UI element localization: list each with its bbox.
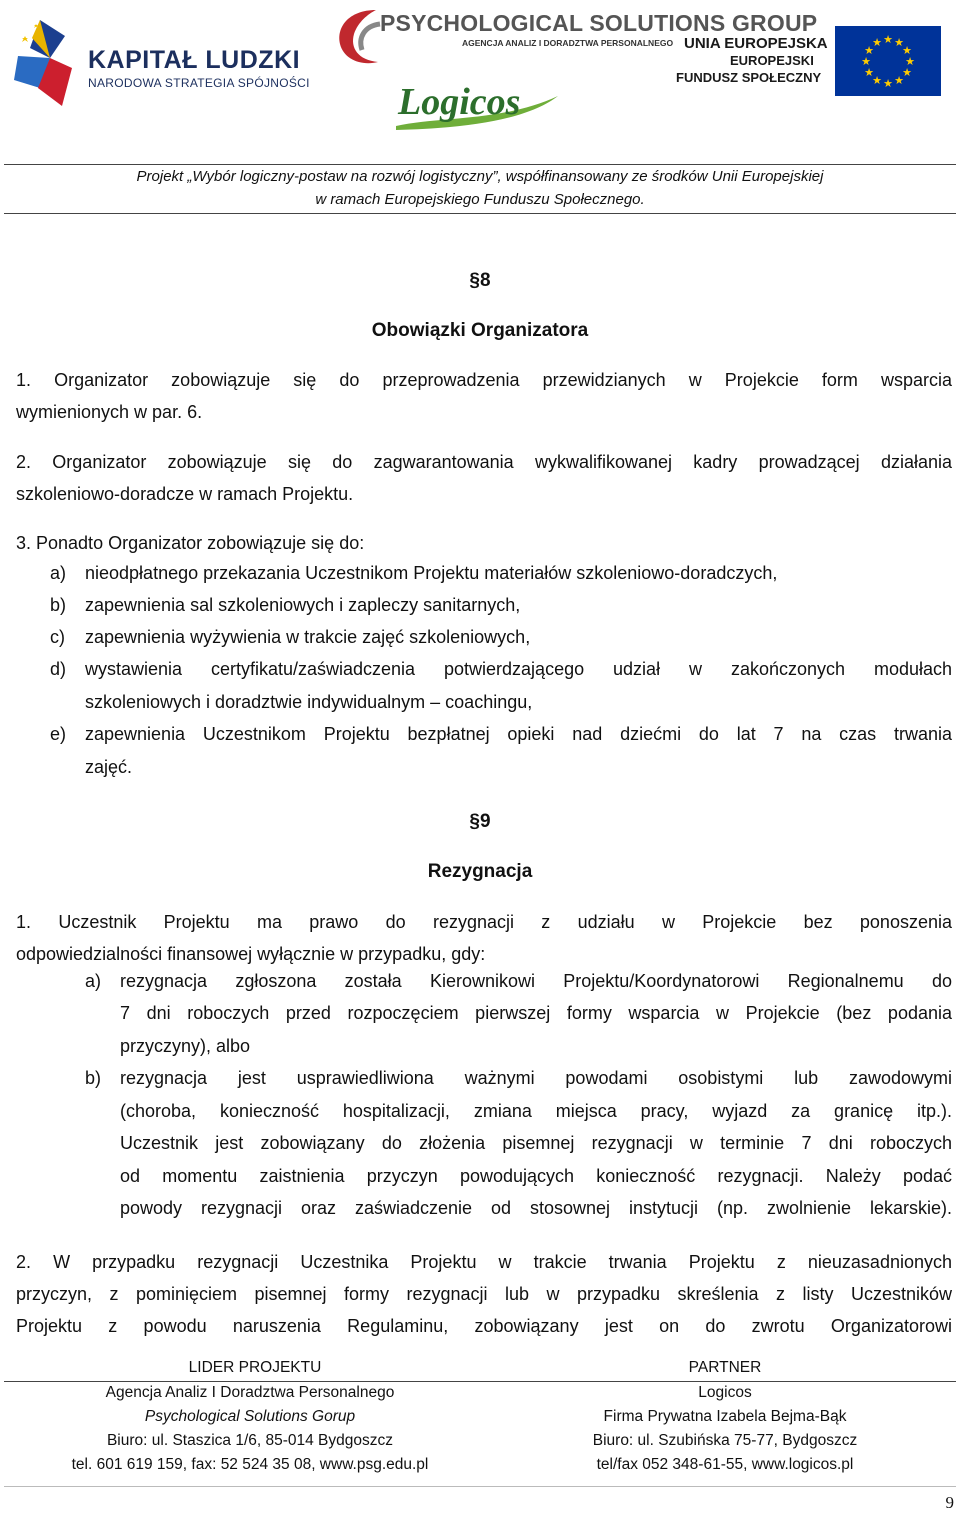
svg-text:★: ★: [902, 44, 912, 57]
s8-item-a-letter: a): [50, 563, 67, 583]
footer-partner-heading: PARTNER: [688, 1359, 762, 1376]
s9-item-a-letter: a): [85, 971, 102, 991]
footer-leader-heading: LIDER PROJEKTU: [188, 1359, 322, 1376]
footer-partner-line3: Biuro: ul. Szubińska 75-77, Bydgoszcz: [592, 1432, 858, 1449]
s8-p2-line1: 2. Organizator zobowiązuje się do zagwarantowania wykwalifikowanej kadry prowadzącej działania: [16, 452, 952, 472]
svg-text:★: ★: [864, 44, 874, 57]
s9-item-b-line4: od momentu zaistnienia przyczyn powodujących konieczność rezygnacji. Należy podać: [120, 1166, 952, 1186]
page-number: 9: [945, 1493, 954, 1512]
s8-item-b-letter: b): [50, 595, 67, 615]
s8-item-c-letter: c): [50, 627, 65, 647]
eu-label-line1: UNIA EUROPEJSKA: [684, 35, 828, 52]
svg-text:★: ★: [861, 55, 871, 68]
footer-leader-line2: Psychological Solutions Gorup: [144, 1408, 356, 1425]
psg-title: PSYCHOLOGICAL SOLUTIONS GROUP: [380, 10, 818, 36]
eu-label-line2: EUROPEJSKI: [730, 53, 814, 68]
s9-item-a-line1: rezygnacja zgłoszona została Kierownikowi Projektu/Koordynatorowi Regionalnemu do: [120, 971, 952, 991]
svg-text:★: ★: [902, 66, 912, 79]
footer-partner-line2: Firma Prywatna Izabela Bejma-Bąk: [603, 1408, 847, 1425]
s8-item-d-line2: szkoleniowych i doradztwie indywidualnym – coachingu,: [85, 692, 533, 712]
footer-partner-line1: Logicos: [698, 1384, 752, 1401]
s9-item-a-line3: przyczyny), albo: [120, 1036, 251, 1056]
s9-p2-line1: 2. W przypadku rezygnacji Uczestnika Projektu w trakcie trwania Projektu z nieuzasadnionych: [16, 1252, 952, 1272]
svg-text:★: ★: [872, 36, 882, 49]
footer-leader-line3: Biuro: ul. Staszica 1/6, 85-014 Bydgoszcz: [106, 1432, 394, 1449]
svg-text:★: ★: [905, 55, 915, 68]
kapital-ludzki-title: KAPITAŁ LUDZKI: [88, 46, 301, 74]
s8-item-c-text: zapewnienia wyżywienia w trakcie zajęć szkoleniowych,: [85, 627, 531, 647]
svg-text:★: ★: [864, 66, 874, 79]
s9-p1-line1: 1. Uczestnik Projektu ma prawo do rezygnacji z udziału w Projekcie bez ponoszenia: [16, 912, 952, 932]
footer-partner-line4: tel/fax 052 348-61-55, www.logicos.pl: [596, 1456, 854, 1473]
svg-text:★: ★: [883, 77, 893, 90]
s9-item-a-line2: 7 dni roboczych przed rozpoczęciem pierwszej formy wsparcia w Projekcie (bez podania: [120, 1003, 952, 1023]
s9-item-b-line3: Uczestnik jest zobowiązany do złożenia pisemnej rezygnacji w terminie 7 dni roboczych: [120, 1133, 952, 1153]
svg-text:★: ★: [872, 74, 882, 87]
s8-item-e-letter: e): [50, 724, 67, 744]
s8-p1-line2: wymienionych w par. 6.: [16, 402, 203, 422]
s8-item-e-line2: zajęć.: [85, 757, 133, 777]
s9-p2-line2: przyczyn, z pominięciem pisemnej formy rezygnacji lub w przypadku skreślenia z listy Uczestników: [16, 1284, 952, 1304]
page-bottom-rule: [4, 1486, 956, 1487]
header-rule-bottom: [4, 213, 956, 214]
eu-label-line3: FUNDUSZ SPOŁECZNY: [676, 70, 822, 85]
section-9-number: §9: [469, 811, 491, 832]
eu-flag-icon: [835, 26, 941, 96]
s9-item-b-line1: rezygnacja jest usprawiedliwiona ważnymi powodami osobistymi lub zawodowymi: [120, 1068, 952, 1088]
kapital-ludzki-emblem-icon: [10, 18, 80, 110]
svg-text:★: ★: [894, 74, 904, 87]
svg-text:★: ★: [894, 36, 904, 49]
project-line-2: w ramach Europejskiego Funduszu Społecznego.: [315, 191, 645, 208]
footer-rule: [4, 1381, 956, 1382]
psg-swoosh-icon: [328, 4, 388, 74]
s8-item-e-line1: zapewnienia Uczestnikom Projektu bezpłatnej opieki nad dziećmi do lat 7 na czas trwania: [85, 724, 952, 744]
s8-item-d-line1: wystawienia certyfikatu/zaświadczenia potwierdzającego udział w zakończonych modułach: [85, 659, 952, 679]
s9-p2-line3: Projektu z powodu naruszenia Regulaminu, zobowiązany jest on do zwrotu Organizatorowi: [16, 1316, 952, 1336]
s8-item-d-letter: d): [50, 659, 67, 679]
s9-item-b-letter: b): [85, 1068, 102, 1088]
footer-leader-line4: tel. 601 619 159, fax: 52 524 35 08, www.psg.edu.pl: [71, 1456, 429, 1473]
s8-p1-line1: 1. Organizator zobowiązuje się do przeprowadzenia przewidzianych w Projekcie form wsparcia: [16, 370, 952, 390]
project-line-1: Projekt „Wybór logiczny-postaw na rozwój logistyczny”, współfinansowany ze środków Unii Europejskiej: [136, 168, 824, 185]
footer-leader-line1: Agencja Analiz I Doradztwa Personalnego: [105, 1384, 395, 1401]
psg-subtitle: AGENCJA ANALIZ I DORADZTWA PERSONALNEGO: [462, 38, 674, 48]
s9-item-b-line5: powody rezygnacji oraz zaświadczenie od stosownej instytucji (np. zwolnienie lekarskie).: [120, 1198, 952, 1218]
section-9-title: Rezygnacja: [427, 861, 533, 882]
kapital-ludzki-logo: [10, 18, 310, 118]
s8-item-b-text: zapewnienia sal szkoleniowych i zapleczy sanitarnych,: [85, 595, 521, 615]
kapital-ludzki-subtitle: NARODOWA STRATEGIA SPÓJNOŚCI: [88, 76, 310, 90]
section-8-title: Obowiązki Organizatora: [371, 320, 589, 341]
s9-item-b-line2: (choroba, konieczność hospitalizacji, zmiana miejsca pracy, wyjazd za granicę itp.).: [120, 1101, 952, 1121]
svg-text:★: ★: [883, 33, 893, 46]
s9-p1-line2: odpowiedzialności finansowej wyłącznie w przypadku, gdy:: [16, 944, 486, 964]
section-8-number: §8: [469, 270, 491, 291]
s8-p3: 3. Ponadto Organizator zobowiązuje się do:: [16, 533, 365, 553]
logicos-logo-text: Logicos: [398, 81, 521, 123]
s8-item-a-text: nieodpłatnego przekazania Uczestnikom Projektu materiałów szkoleniowo-doradczych,: [85, 563, 778, 583]
s8-p2-line2: szkoleniowo-doradcze w ramach Projektu.: [16, 484, 354, 504]
header-rule-top: [4, 164, 956, 165]
